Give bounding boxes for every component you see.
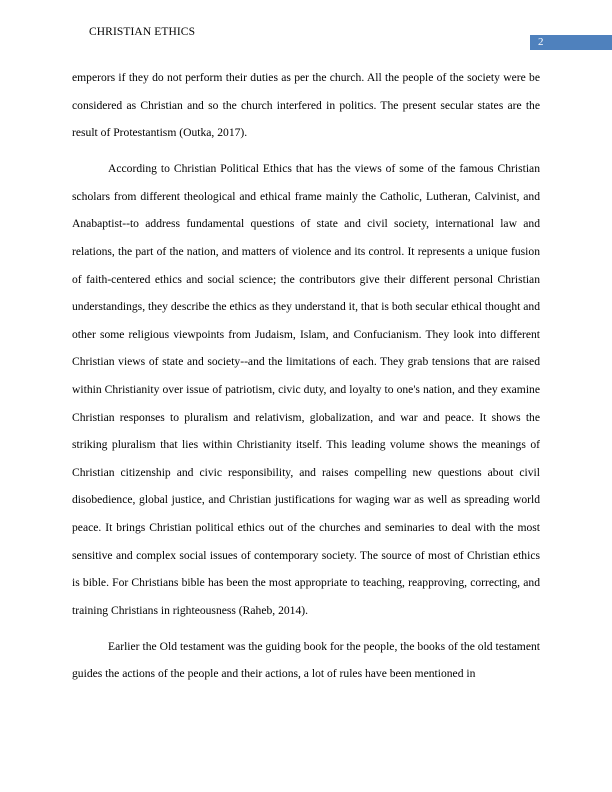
document-body bbox=[72, 64, 540, 697]
page-number: 2 bbox=[538, 36, 544, 48]
paragraph-old-testament: Earlier the Old testament was the guiding book for the people, the books of the old testament guides the actions of the people and their actions, a lot of rules have been mentioned in bbox=[72, 639, 540, 681]
paragraph-christian-political-ethics: According to Christian Political Ethics that has the views of some of the famous Christian scholars from different theological and ethical frame mainly the Catholic, Lutheran, Calvinist, and Anabaptist--to address fundamental questions of state and civil society, international law and relations, the part of the nation, and matters of violence and its control. It represents a unique fusion of faith-centered ethics and social science; the contributors give their different personal Christian understandings, they describe the ethics as they understand it, that is both secular ethical thought and other some religious viewpoints from Judaism, Islam, and Confucianism. They look into different Christian views of state and society--and the limitations of each. They grab tensions that are raised within Christianity over issue of patriotism, civic duty, and loyalty to one's nation, and they examine Christian responses to pluralism and relativism, globalization, and war and peace. It shows the striking pluralism that lies within Christianity itself. This leading volume shows the meanings of Christian citizenship and civic responsibility, and raises compelling new questions about civil disobedience, global justice, and Christian justifications for waging war as well as spreading world peace. It brings Christian political ethics out of the churches and seminaries to deal with the most sensitive and complex social issues of contemporary society. The source of most of Christian ethics is bible. For Christians bible has been the most appropriate to teaching, reapproving, correcting, and training Christians in righteousness (Raheb, 2014). bbox=[72, 162, 540, 617]
page-number-bar bbox=[530, 35, 612, 50]
running-head: CHRISTIAN ETHICS bbox=[89, 26, 196, 38]
paragraph-continuation: emperors if they do not perform their duties as per the church. All the people of the society were be considered as Christian and so the church interfered in politics. The present secular states are the result of Protestantism (Outka, 2017). bbox=[72, 71, 540, 140]
